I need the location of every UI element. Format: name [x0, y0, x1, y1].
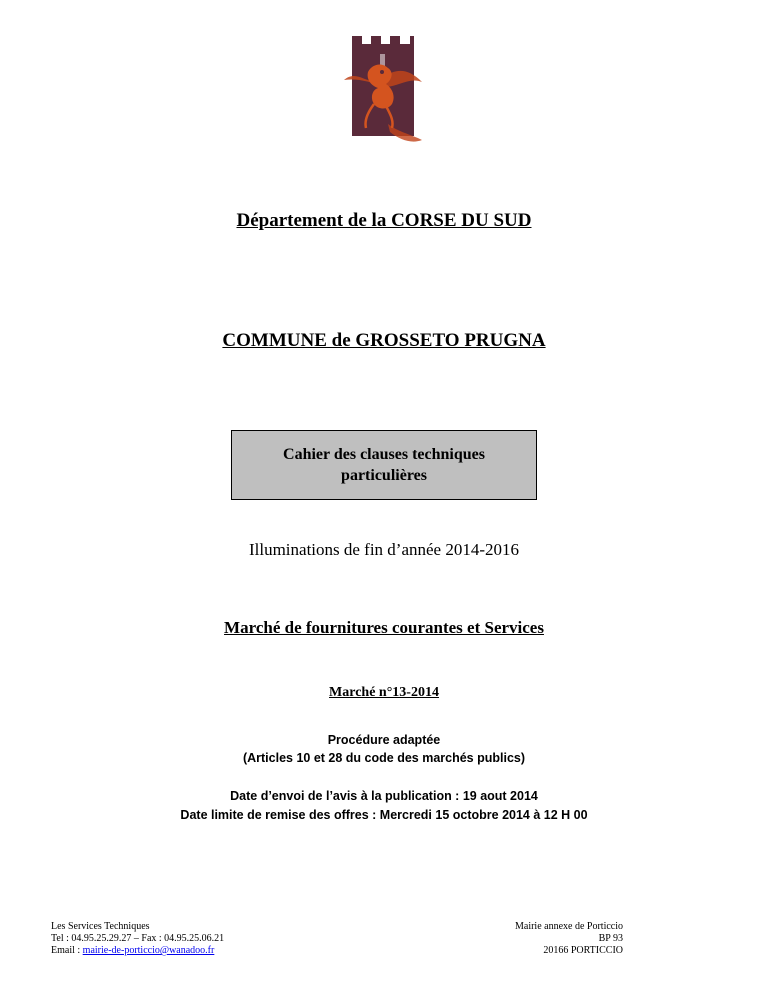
- market-type: Marché de fournitures courantes et Services: [224, 618, 544, 637]
- submission-deadline: Date limite de remise des offres : Mercredi 15 octobre 2014 à 12 H 00: [180, 808, 588, 822]
- footer-office: Mairie annexe de Porticcio: [514, 921, 623, 932]
- footer-city: 20166 PORTICCIO: [543, 945, 623, 956]
- department-heading: Département de la CORSE DU SUD: [236, 210, 532, 231]
- market-number: Marché n°13-2014: [329, 685, 439, 700]
- footer-service: Les Services Techniques: [51, 921, 150, 932]
- footer-email-label: Email :: [51, 945, 83, 956]
- footer-left: [51, 921, 224, 957]
- procedure-articles: (Articles 10 et 28 du code des marchés publics): [242, 751, 526, 765]
- footer-email-link[interactable]: mairie-de-porticcio@wanadoo.fr: [82, 945, 215, 956]
- document-title-box: [231, 430, 537, 500]
- footer-email-line: [51, 945, 224, 957]
- lion-eye: [380, 70, 384, 74]
- tower-window: [380, 54, 385, 66]
- title-box-line2: particulières: [341, 467, 427, 484]
- procedure-name: Procédure adaptée: [327, 733, 441, 747]
- footer-bp: BP 93: [598, 933, 623, 944]
- subject-line: Illuminations de fin d’année 2014-2016: [248, 540, 520, 559]
- commune-heading: COMMUNE de GROSSETO PRUGNA: [222, 330, 546, 351]
- commune-crest-logo: [338, 28, 428, 150]
- footer-phone-fax: Tel : 04.95.25.29.27 – Fax : 04.95.25.06.21: [51, 933, 225, 944]
- title-box-line1: Cahier des clauses techniques: [283, 446, 485, 463]
- publication-date: Date d’envoi de l’avis à la publication : 19 aout 2014: [230, 789, 538, 803]
- footer-right: [515, 921, 623, 957]
